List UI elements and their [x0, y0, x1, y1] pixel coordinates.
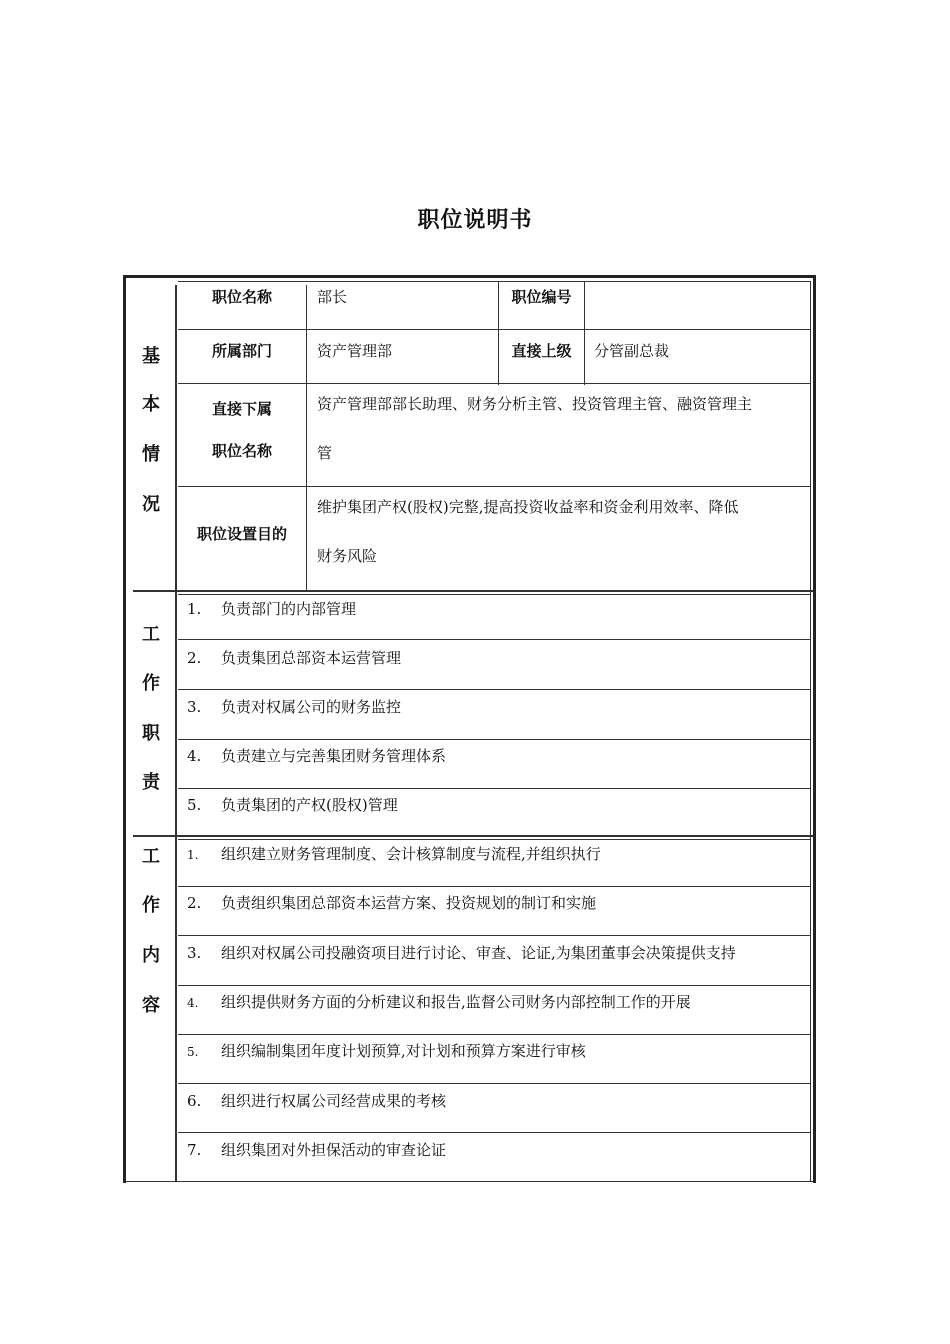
- content-number: 4.: [187, 996, 199, 1010]
- department-label: 所属部门: [211, 342, 272, 360]
- section-divider-inner: [178, 839, 811, 840]
- content-item: [187, 892, 596, 913]
- content-number: 7.: [187, 1141, 202, 1159]
- content-text: 组织编制集团年度计划预算,对计划和预算方案进行审核: [221, 1042, 586, 1060]
- department-value: 资产管理部: [317, 342, 393, 360]
- duty-text: 负责集团的产权(股权)管理: [221, 796, 398, 814]
- position-code-label: 职位编号: [511, 288, 572, 306]
- content-item: [187, 991, 691, 1012]
- subordinates-label-line2: 职位名称: [211, 442, 272, 460]
- content-item: [187, 1040, 586, 1061]
- position-name-label: 职位名称: [211, 288, 272, 306]
- duty-number: 3.: [187, 698, 202, 716]
- purpose-label: 职位设置目的: [196, 525, 287, 543]
- purpose-value-line1: 维护集团产权(股权)完整,提高投资收益率和资金利用效率、降低: [317, 498, 739, 516]
- content-number: 1.: [187, 848, 199, 862]
- content-item: [187, 1090, 446, 1111]
- content-text: 组织对权属公司投融资项目进行讨论、审查、论证,为集团董事会决策提供支持: [221, 944, 736, 962]
- label-column-divider: [306, 285, 307, 591]
- content-number: 6.: [187, 1092, 202, 1110]
- content-text: 组织集团对外担保活动的审查论证: [221, 1141, 447, 1159]
- subordinates-value-line1: 资产管理部部长助理、财务分析主管、投资管理主管、融资管理主: [317, 395, 753, 413]
- content-text: 组织提供财务方面的分析建议和报告,监督公司财务内部控制工作的开展: [221, 993, 691, 1011]
- content-item: [187, 942, 736, 963]
- content-number: 5.: [187, 1045, 199, 1059]
- section-divider: [133, 590, 813, 592]
- row-divider: [178, 639, 811, 640]
- row-divider: [178, 281, 811, 282]
- subordinates-value-line2: 管: [317, 444, 333, 462]
- duty-text: 负责集团总部资本运营管理: [221, 649, 402, 667]
- code-label-right-divider: [584, 281, 585, 385]
- content-text: 组织进行权属公司经营成果的考核: [221, 1092, 447, 1110]
- subordinates-value: [317, 380, 810, 478]
- section-column-divider: [175, 285, 177, 1182]
- row-divider: [178, 1034, 811, 1035]
- content-item: [187, 1139, 446, 1160]
- row-divider: [178, 689, 811, 690]
- row-divider: [178, 935, 811, 936]
- content-number: 3.: [187, 944, 202, 962]
- section-divider: [133, 835, 813, 837]
- inner-right-border: [810, 281, 811, 1182]
- row-divider: [178, 739, 811, 740]
- duty-item: [187, 647, 401, 668]
- supervisor-label: 直接上级: [511, 342, 572, 360]
- duty-item: [187, 696, 401, 717]
- duty-text: 负责部门的内部管理: [221, 600, 357, 618]
- content-number: 2.: [187, 894, 202, 912]
- duty-item: [187, 745, 446, 766]
- subordinates-label: 直接下属: [211, 400, 272, 418]
- row-divider: [178, 1132, 811, 1133]
- position-name-value: 部长: [317, 288, 348, 306]
- duty-item: [187, 794, 398, 815]
- row-divider: [178, 1083, 811, 1084]
- row-divider: [178, 886, 811, 887]
- document-title: 职位说明书: [417, 208, 533, 233]
- duty-number: 1.: [187, 600, 202, 618]
- purpose-value: [317, 483, 810, 581]
- duty-item: [187, 598, 356, 619]
- duty-number: 5.: [187, 796, 202, 814]
- duty-text: 负责建立与完善集团财务管理体系: [221, 747, 447, 765]
- supervisor-value: 分管副总裁: [594, 342, 670, 360]
- content-item: [187, 843, 601, 864]
- content-text: 负责组织集团总部资本运营方案、投资规划的制订和实施: [221, 894, 597, 912]
- duty-text: 负责对权属公司的财务监控: [221, 698, 402, 716]
- duty-number: 4.: [187, 747, 202, 765]
- content-text: 组织建立财务管理制度、会计核算制度与流程,并组织执行: [221, 845, 601, 863]
- row-divider: [178, 788, 811, 789]
- duty-number: 2.: [187, 649, 202, 667]
- purpose-value-line2: 财务风险: [317, 547, 378, 565]
- row-divider: [178, 329, 811, 330]
- section-divider-inner: [178, 594, 811, 595]
- row-divider: [178, 985, 811, 986]
- table-bottom-edge: [126, 1181, 813, 1182]
